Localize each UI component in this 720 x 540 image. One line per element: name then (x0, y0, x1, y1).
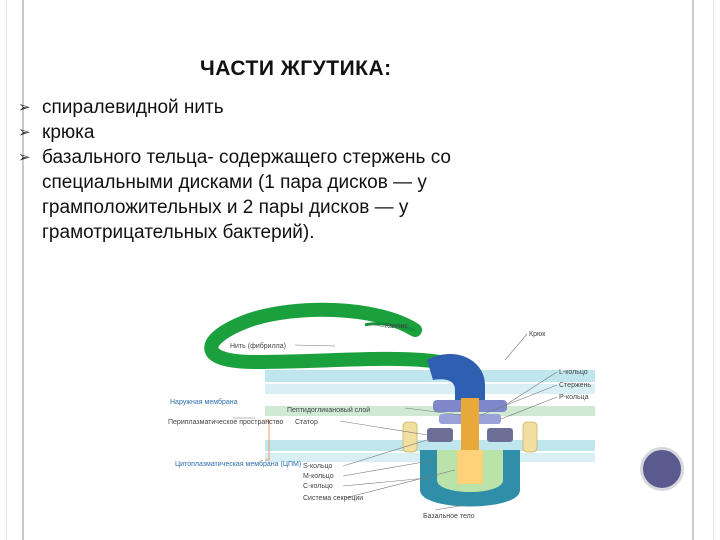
bullet-list (12, 95, 632, 245)
bullet-text-line: специальными дисками (1 пара дисков — у (42, 172, 427, 193)
label-rod: Стержень (559, 382, 592, 389)
label-basal-body: Базальное тело (423, 513, 475, 520)
label-outer-membrane: Наружная мембрана (170, 399, 238, 406)
right-frame-rule (692, 0, 714, 540)
bullet-text-line: базального тельца- содержащего стержень со (42, 147, 452, 168)
bullet-item (12, 120, 632, 145)
hook-shape (427, 354, 485, 405)
bullet-text: крюка (42, 122, 95, 143)
label-cyto-membrane: Цитоплазматическая мембрана (ЦПМ) (175, 461, 302, 468)
label-c-ring: C-кольцо (303, 483, 333, 490)
arrow-bullet-icon: ➢ (18, 124, 31, 141)
filament-shape (211, 310, 440, 362)
bullet-item (12, 145, 632, 245)
stator-left (403, 422, 417, 452)
stator-right (523, 422, 537, 452)
bullet-text-line: грамположительных и 2 пары дисков — у (42, 197, 409, 218)
label-filament: Нить (фибрилла) (230, 343, 286, 350)
label-periplasm: Периплазматическое пространство (168, 419, 284, 426)
label-s-ring: S-кольцо (303, 463, 333, 470)
label-channel: Канчик (385, 323, 408, 330)
label-stator: Статор (295, 419, 318, 426)
export-core (457, 450, 483, 484)
decorative-circle (640, 447, 684, 491)
label-l-ring: L-кольцо (559, 369, 588, 376)
bullet-text: спиралевидной нить (42, 97, 224, 118)
label-p-ring: P-кольца (559, 394, 589, 401)
ms-ring-left (427, 428, 453, 442)
left-frame-rule (6, 0, 24, 540)
arrow-bullet-icon: ➢ (18, 149, 31, 166)
label-secretion: Система секреции (303, 495, 364, 502)
outer-membrane-inner-band (265, 384, 595, 394)
label-peptidoglycan: Пептидогликановый слой (287, 407, 371, 414)
arrow-bullet-icon: ➢ (18, 99, 31, 116)
label-hook: Крюк (529, 331, 546, 338)
outer-membrane-band (265, 370, 595, 382)
label-m-ring: M-кольцо (303, 473, 334, 480)
slide-title: ЧАСТИ ЖГУТИКА: (200, 57, 392, 80)
bullet-item (12, 95, 632, 120)
flagellum-diagram (165, 300, 625, 525)
bullet-text-line: грамотрицательных бактерий). (42, 222, 315, 243)
ms-ring-right (487, 428, 513, 442)
